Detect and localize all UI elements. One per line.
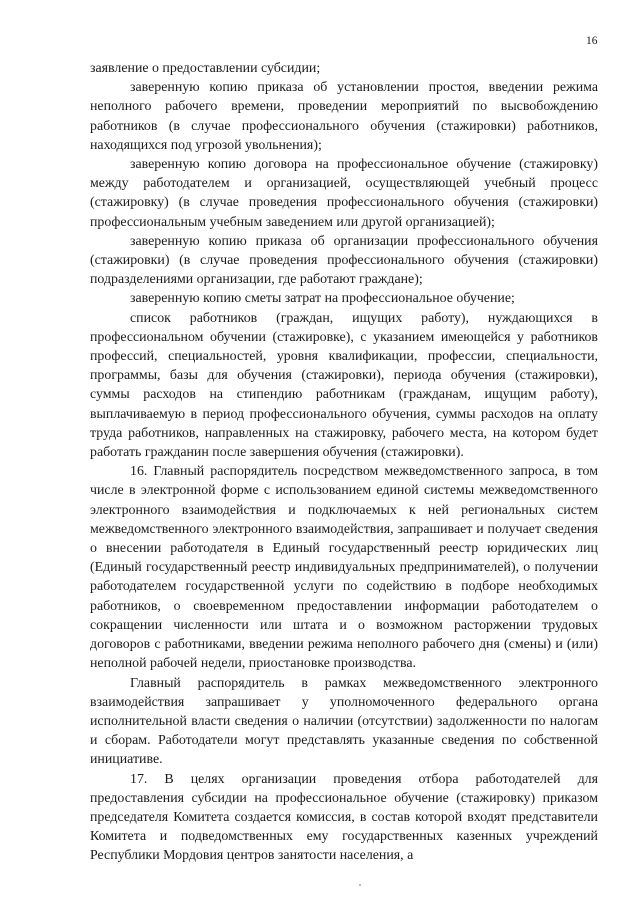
paragraph-employee-list: список работников (граждан, ищущих работу), нуждающихся в профессиональном обучении (стажировке), с указанием имеющейся у работников профессий, специальностей, уровня квалификации, профессии, специальности, программы, базы для обучения (стажировки), периода обучения (стажировки), суммы расходов на стипендию работникам (гражданам, ищущим работу), выплачиваемую в период профессионального обучения, суммы расходов на оплату труда работников, направленных на стажировку, рабочего места, на котором будет работать гражданин после завершения обучения (стажировки). [90, 310, 598, 461]
paragraph-clause-17: 17. В целях организации проведения отбора работодателей для предоставления субсидии на профессиональное обучение (стажировку) приказом председателя Комитета создается комиссия, в состав которой входят представители Комитета и подведомственных ему государственных казенных учреждений Республики Мордовия центров занятости населения, а [90, 771, 598, 864]
paragraph-tax-debt-request: Главный распорядитель в рамках межведомственного электронного взаимодействия запрашивает у уполномоченного федерального органа исполнительной власти сведения о наличии (отсутствии) задолженности по налогам и сборам. Работодатели могут представлять указанные сведения по собственной инициативе. [90, 675, 598, 768]
scan-speck [359, 884, 361, 886]
page-number: 16 [586, 35, 598, 47]
paragraph-training-contract: заверенную копию договора на профессиональное обучение (стажировку) между работодателем и организацией, осуществляющей учебный процесс (стажировку) (в случае проведения профессионального обучения (стажировки) профессиональным учебным заведением или другой организацией); [90, 157, 598, 230]
paragraph-downtime-order: заверенную копию приказа об установлении простоя, введении режима неполного рабочего времени, проведении мероприятий по высвобождению работников (в случае профессионального обучения (стажировки) работников, находящихся под угрозой увольнения); [90, 80, 598, 153]
paragraph-application: заявление о предоставлении субсидии; [90, 61, 321, 76]
paragraph-training-order: заверенную копию приказа об организации профессионального обучения (стажировки) (в случае проведения профессионального обучения (стажировки) подразделениями организации, где работают граждане); [90, 233, 598, 288]
paragraph-cost-estimate: заверенную копию сметы затрат на профессиональное обучение; [130, 291, 515, 307]
paragraph-clause-16: 16. Главный распорядитель посредством межведомственного запроса, в том числе в электронной форме с использованием единой системы межведомственного электронного взаимодействия и подключаемых к ней региональных систем межведомственного электронного взаимодействия, запрашивает и получает сведения о внесении работодателя в Единый государственный реестр юридических лиц (Единый государственный реестр индивидуальных предпринимателей), о получении работодателем государственной услуги по содействию в подборе необходимых работников, о своевременном предоставлении информации работодателем о сокращении численности или штата и о возможном расторжении трудовых договоров с работниками, введении режима неполного рабочего дня (смены) и (или) неполной рабочей недели, приостановке производства. [90, 464, 598, 672]
document-body [90, 59, 598, 866]
